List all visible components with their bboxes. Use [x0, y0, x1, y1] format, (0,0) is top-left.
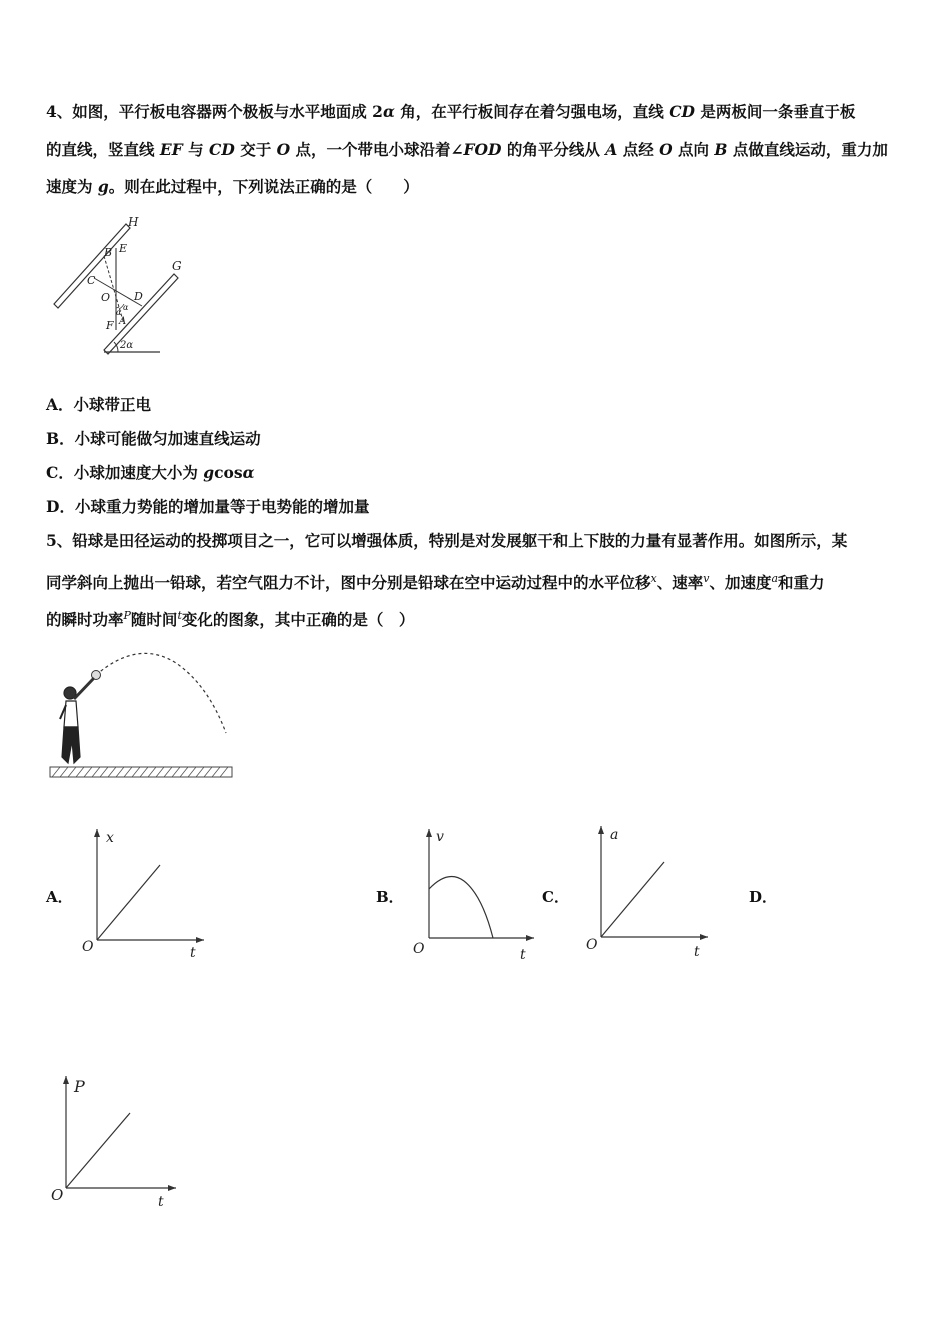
q4-option-d: D．小球重力势能的增加量等于电势能的增加量: [46, 497, 370, 516]
graph-a-origin: O: [82, 939, 94, 955]
q5-option-a-label: A．: [46, 888, 73, 906]
graph-d-ylabel: P: [74, 1077, 85, 1096]
label-g: G: [172, 259, 182, 273]
q5-graph-d: [48, 1072, 188, 1212]
q5-option-c-label: C．: [542, 888, 569, 906]
label-2alpha: 2α: [120, 340, 134, 351]
q4-capacitor-figure: [46, 212, 196, 360]
q5-line-1: 5、铅球是田径运动的投掷项目之一，它可以增强体质，特别是对发展躯干和上下肢的力量有显著作用。如图所示，某: [46, 531, 848, 550]
label-d: D: [134, 290, 143, 303]
label-c: C: [87, 274, 96, 287]
trajectory: [96, 653, 226, 733]
q4-option-a: A．小球带正电: [46, 395, 152, 414]
q5-graph-a: [80, 825, 210, 965]
left-plate: [54, 224, 130, 308]
shot-put-figure: [48, 645, 238, 785]
graph-a-line: [97, 865, 160, 940]
graph-c-origin: O: [586, 937, 598, 953]
label-f: F: [106, 319, 114, 332]
graph-c-xlabel: t: [694, 944, 700, 960]
graph-a-ylabel: x: [106, 830, 114, 846]
label-b: B: [104, 246, 113, 259]
q4-line-3: 速度为 g。则在此过程中，下列说法正确的是（ ）: [46, 177, 419, 196]
graph-b-curve: [429, 877, 493, 939]
graph-c-ylabel: a: [610, 827, 619, 843]
graph-b-xlabel: t: [520, 947, 526, 963]
q5-graph-b: [410, 825, 540, 965]
graph-b-ylabel: v: [436, 829, 444, 845]
graph-c-line: [601, 862, 664, 937]
graph-d-xlabel: t: [158, 1194, 164, 1210]
graph-b-origin: O: [413, 941, 425, 957]
graph-a-xlabel: t: [190, 945, 196, 961]
label-angle-1: α: [116, 308, 122, 317]
label-h: H: [128, 215, 139, 229]
label-angle-2: α: [123, 303, 129, 312]
label-o: O: [101, 291, 111, 304]
graph-d-origin: O: [51, 1186, 64, 1204]
graph-d-line: [66, 1113, 130, 1188]
q5-option-d-label: D．: [749, 888, 778, 906]
q4-line-1: 4、如图，平行板电容器两个极板与水平地面成 2α 角，在平行板间存在着匀强电场，直线 CD 是两板间一条垂直于板: [46, 102, 856, 121]
label-e: E: [119, 242, 128, 255]
label-a: A: [119, 316, 127, 327]
q5-graph-c: [584, 822, 714, 962]
q5-line-3: 的瞬时功率$^P$随时间$^t$变化的图象，其中正确的是（ ）: [46, 609, 415, 630]
q4-line-2: 的直线，竖直线 EF 与 CD 交于 O 点，一个带电小球沿着∠FOD 的角平分线从 A 点经 O 点向 B 点做直线运动，重力加: [46, 140, 888, 159]
q5-option-b-label: B．: [376, 888, 404, 906]
thrower: [60, 678, 94, 763]
q4-option-b: B．小球可能做匀加速直线运动: [46, 429, 261, 448]
q4-option-c: C．小球加速度大小为 gcosα: [46, 463, 255, 482]
q5-line-2: 同学斜向上抛出一铅球，若空气阻力不计，图中分别是铅球在空中运动过程中的水平位移$^x$、速率$^v$、加速度$^a$和重力: [46, 572, 825, 593]
